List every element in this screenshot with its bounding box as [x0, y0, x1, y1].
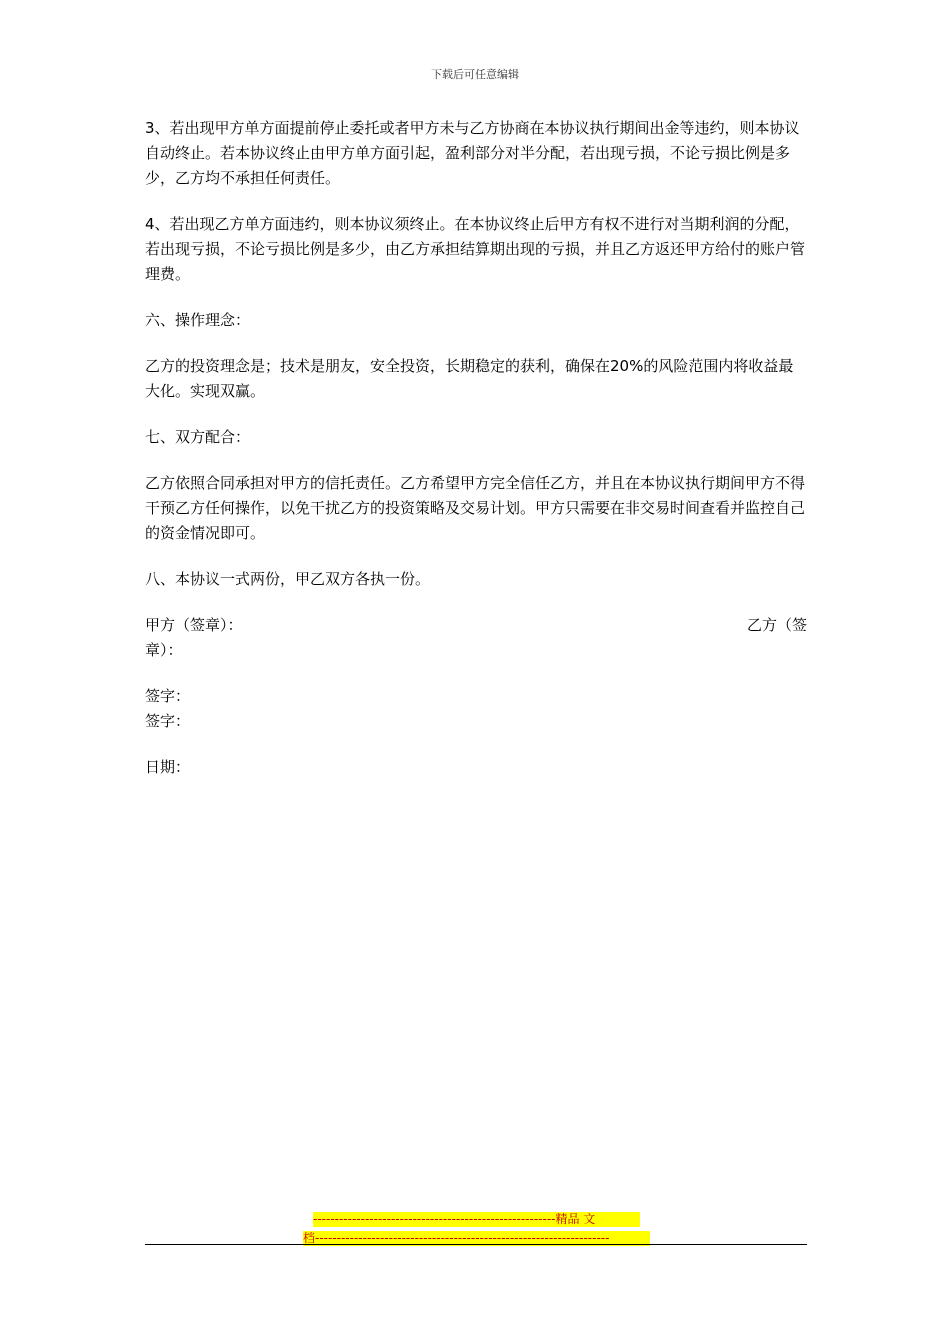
party-b-seal-label-cont: 章）：: [145, 641, 183, 659]
signature-block: [145, 613, 807, 780]
footer-line-1: --------------------------------------------------------精品 文: [313, 1212, 640, 1227]
spacer: [145, 734, 807, 755]
document-body: [145, 116, 807, 780]
clause-3: 3、若出现甲方单方面提前停止委托或者甲方未与乙方协商在本协议执行期间出金等违约，则本协议自动终止。若本协议终止由甲方单方面引起，盈利部分对半分配，若出现亏损，不论亏损比例是多少，乙方均不承担任何责任。: [145, 119, 800, 187]
section-8: 八、本协议一式两份，甲乙双方各执一份。: [145, 570, 431, 588]
section-7-body: 乙方依照合同承担对甲方的信托责任。乙方希望甲方完全信任乙方，并且在本协议执行期间甲方不得干预乙方任何操作，以免干扰乙方的投资策略及交易计划。甲方只需要在非交易时间查看并监控自己的资金情况即可。: [145, 474, 806, 542]
page-header: 下载后可任意编辑: [431, 68, 519, 81]
date-label: 日期：: [145, 758, 191, 776]
section-7-title: 七、双方配合：: [145, 428, 251, 446]
signature-party-line: [145, 613, 807, 638]
signature-label-a: 签字：: [145, 687, 191, 705]
party-a-seal-label: 甲方（签章）：: [145, 616, 243, 634]
section-6-body: 乙方的投资理念是；技术是朋友，安全投资，长期稳定的获利，确保在20%的风险范围内将收益最大化。实现双赢。: [145, 357, 794, 400]
section-6-title: 六、操作理念：: [145, 311, 251, 329]
party-b-seal-label: 乙方（签: [746, 616, 807, 634]
clause-4: 4、若出现乙方单方面违约，则本协议须终止。在本协议终止后甲方有权不进行对当期利润的分配，若出现亏损，不论亏损比例是多少，由乙方承担结算期出现的亏损，并且乙方返还甲方给付的账户管理费。: [145, 215, 806, 283]
footer-line-2: 档--------------------------------------------------------------------: [303, 1231, 650, 1246]
footer-divider: [145, 1244, 807, 1245]
spacer: [145, 663, 807, 684]
signature-label-b: 签字：: [145, 712, 191, 730]
